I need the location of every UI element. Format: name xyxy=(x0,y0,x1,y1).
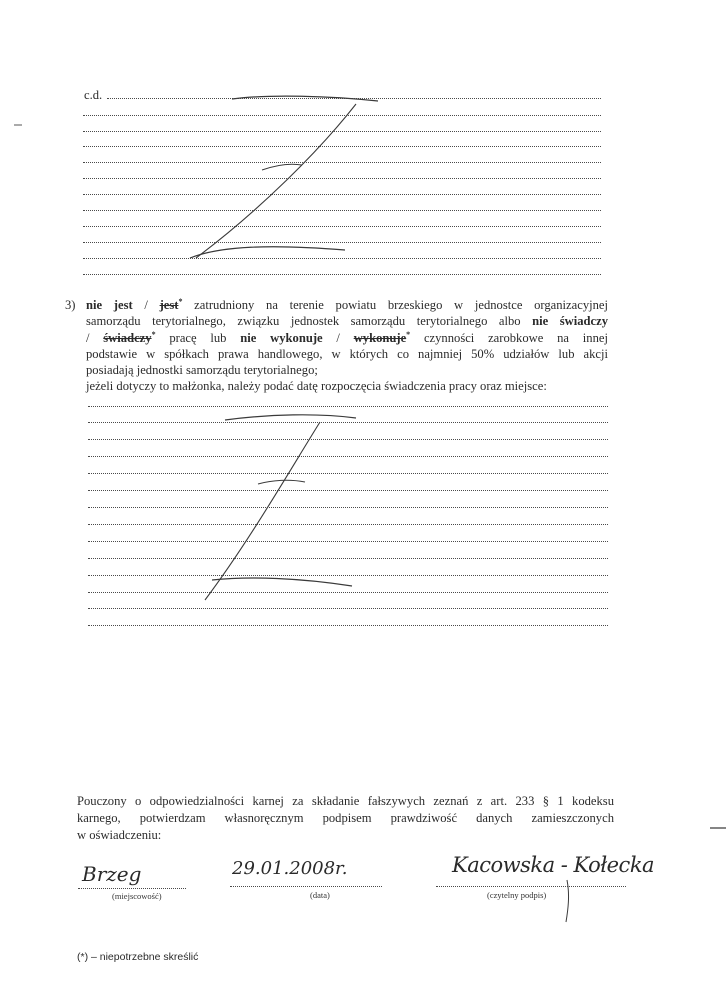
strike-stroke xyxy=(212,578,352,586)
strike-stroke xyxy=(225,415,356,420)
section3-line-6: jeżeli dotyczy to małżonka, należy podać datę rozpoczęcia świadczenia pracy oraz miejsce: xyxy=(86,379,547,393)
declaration-line-2: karnego, potwierdzam własnoręcznym podpisem prawdziwość danych zamieszczonych xyxy=(77,811,614,825)
strike-stroke xyxy=(566,880,569,922)
date-label: (data) xyxy=(310,890,330,900)
footnote: (*) – niepotrzebne skreślić xyxy=(77,951,199,963)
place-label: (miejscowość) xyxy=(112,891,162,901)
section-number: 3) xyxy=(65,298,76,312)
declaration-line-3: w oświadczeniu: xyxy=(77,828,162,842)
strike-stroke xyxy=(232,96,378,101)
option-wykonuje-struck: wykonuje xyxy=(353,331,407,345)
section3-line-2: samorządu terytorialnego, związku jednostek samorządu terytorialnego albo nie świadczy xyxy=(86,314,608,328)
date-value: 29.01.2008r. xyxy=(232,858,348,879)
section3-line-1: nie jest / jest* zatrudniony na terenie powiatu brzeskiego w jednostce organizacyjnej xyxy=(86,296,608,312)
cd-label: c.d. xyxy=(84,88,103,102)
declaration-line-1: Pouczony o odpowiedzialności karnej za składanie fałszywych zeznań z art. 233 § 1 kodeksu xyxy=(77,794,614,808)
section3-line-5: posiadają jednostki samorządu terytorialnego; xyxy=(86,363,318,377)
strike-stroke xyxy=(196,104,356,258)
section3-line-3: / świadczy* pracę lub nie wykonuje / wykonuje* czynności zarobkowe na innej xyxy=(86,329,608,345)
strike-stroke xyxy=(190,247,345,258)
option-nie-jest: nie jest xyxy=(86,298,133,312)
section3-line-4: podstawie w spółkach prawa handlowego, w których co najmniej 50% udziałów lub akcji xyxy=(86,347,608,361)
signature-value: Kacowska - Kołecka xyxy=(452,853,655,877)
signature-label: (czytelny podpis) xyxy=(487,890,547,900)
option-swiadczy-struck: świadczy xyxy=(103,331,152,345)
option-nie-wykonuje: nie wykonuje xyxy=(240,331,323,345)
strike-stroke xyxy=(262,164,302,170)
place-value: Brzeg xyxy=(82,862,142,886)
option-nie-swiadczy: nie świadczy xyxy=(532,314,608,328)
strike-stroke xyxy=(258,480,305,484)
option-jest-struck: jest xyxy=(159,298,179,312)
strike-stroke xyxy=(205,422,320,600)
